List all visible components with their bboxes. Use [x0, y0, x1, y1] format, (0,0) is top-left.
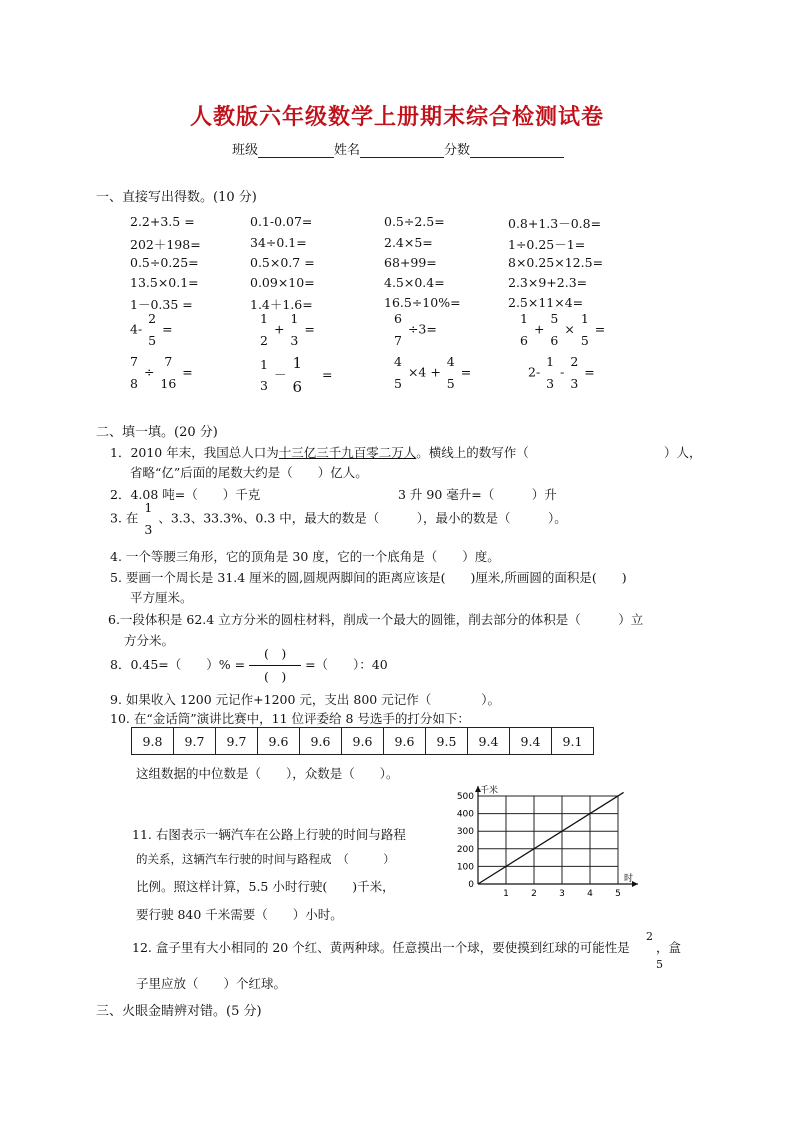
question-11-line4: 要行驶 840 千米需要（ ）小时。: [136, 907, 343, 922]
fraction: 4 5: [446, 354, 455, 391]
calc-text: -: [560, 364, 565, 380]
calc-text: =: [162, 321, 173, 337]
fraction: 2 3: [570, 354, 579, 391]
question-text: 8．0.45=（ ）% =: [110, 657, 246, 672]
fraction-calc-6: [258, 356, 332, 395]
fraction: 6 7: [394, 311, 402, 348]
chart-x-tick-label: 3: [559, 889, 565, 899]
calc-item: 1－0.35 =: [130, 297, 193, 312]
calc-item: 8×0.25×12.5=: [508, 255, 604, 270]
question-1-end: ）人，: [664, 445, 702, 460]
fraction: 1 6: [292, 354, 302, 396]
calc-text: 2-: [528, 364, 541, 380]
chart-y-tick-label: 500: [456, 792, 474, 802]
calc-text: =: [460, 364, 472, 380]
fraction: 5 6: [550, 311, 559, 348]
fraction-calc-1: [130, 313, 173, 347]
fraction: 1 3: [260, 356, 268, 393]
calc-item: 4.5×0.4=: [384, 275, 445, 290]
fraction-calc-7: [392, 356, 471, 390]
question-2b: 3 升 90 毫升=（ ）升: [398, 487, 557, 502]
fraction: 1 3: [290, 311, 299, 348]
calc-item: 0.8+1.3－0.8=: [508, 216, 602, 231]
chart-x-axis-label: 时: [624, 874, 634, 884]
chart-series-line: [478, 792, 624, 884]
score-cell: 9.5: [426, 728, 468, 755]
question-6: 6.一段体积是 62.4 立方分米的圆柱材料，削成一个最大的圆锥，削去部分的体积是（ ）立: [108, 612, 644, 627]
fraction: 1 3: [144, 500, 153, 537]
name-field[interactable]: [360, 144, 444, 158]
calc-item: 2.2+3.5 =: [130, 214, 195, 229]
score-cell: 9.8: [132, 728, 174, 755]
score-label: 分数: [444, 143, 471, 158]
calc-item: 68+99=: [384, 255, 437, 270]
chart-x-tick-label: 4: [587, 889, 593, 899]
chart-x-tick-label: 5: [615, 889, 621, 899]
fraction-calc-2: [258, 313, 315, 347]
calc-text: =: [304, 321, 315, 337]
chart-x-tick-label: 2: [531, 889, 537, 899]
score-cell: 9.6: [300, 728, 342, 755]
calc-item: 0.1-0.07=: [250, 214, 313, 229]
question-text: 1．2010 年末，我国总人口为: [110, 445, 279, 460]
question-3: [110, 502, 567, 536]
calc-item: 1÷0.25－1=: [508, 237, 586, 252]
calc-text: +: [533, 321, 545, 337]
calc-item: 13.5×0.1=: [130, 275, 199, 290]
calc-item: 2.5×11×4=: [508, 295, 584, 310]
question-5-line2: 平方厘米。: [130, 590, 193, 605]
header-fields: [232, 139, 564, 158]
class-field[interactable]: [258, 144, 334, 158]
class-label: 班级: [232, 143, 259, 158]
calc-item: 0.5÷0.25=: [130, 255, 199, 270]
score-cell: 9.7: [174, 728, 216, 755]
score-cell: 9.4: [510, 728, 552, 755]
calc-text: +: [273, 321, 285, 337]
calc-item: 34÷0.1=: [250, 235, 307, 250]
fraction-calc-4: [518, 313, 605, 347]
score-cell: 9.6: [384, 728, 426, 755]
calc-text: =: [584, 364, 595, 380]
question-2a: 2．4.08 吨=（ ）千克: [110, 487, 261, 502]
fraction-calc-5: [128, 356, 193, 390]
section-1-heading: 一、直接写出得数。(10 分): [96, 190, 257, 205]
question-12-fraction-den: 5: [656, 958, 663, 971]
question-5: 5. 要画一个周长是 31.4 厘米的圆,圆规两脚间的距离应该是( )厘米,所画圆的面积是( ): [110, 570, 627, 585]
chart-x-tick-label: 1: [503, 889, 509, 899]
section-3-heading: 三、火眼金睛辨对错。(5 分): [96, 1004, 262, 1019]
name-label: 姓名: [334, 143, 361, 158]
calc-text: 4-: [130, 321, 143, 337]
question-12-fraction-num: 2: [646, 930, 653, 943]
fraction-calc-8: [528, 356, 595, 390]
fraction: $\frac{( )}{( )}$: [249, 648, 301, 683]
calc-item: 2.3×9+2.3=: [508, 275, 588, 290]
question-10: 10. 在“金话筒”演讲比赛中，11 位评委给 8 号选手的打分如下：: [110, 711, 470, 726]
question-text: =（ ）：40: [305, 657, 388, 672]
time-distance-chart: [448, 782, 644, 900]
fraction: 1 2: [260, 311, 268, 348]
fraction: 1 6: [520, 311, 528, 348]
score-cell: 9.4: [468, 728, 510, 755]
chart-y-axis-label: 千米: [480, 786, 499, 796]
question-1-line2: 省略“亿”后面的尾数大约是（ ）亿人。: [130, 465, 368, 480]
question-text: 、3.3、33.3%、0.3 中，最大的数是（ ），最小的数是（ ）。: [158, 510, 567, 526]
calc-item: 2.4×5=: [384, 235, 433, 250]
chart-y-tick-label: 400: [456, 809, 474, 820]
score-field[interactable]: [470, 144, 564, 158]
calc-text: =: [594, 321, 606, 337]
calc-text: －: [273, 367, 287, 382]
fraction: 1 5: [580, 311, 589, 348]
section-2-heading: 二、填一填。(20 分): [96, 425, 218, 440]
fraction: 2 5: [148, 311, 157, 348]
score-cell: 9.6: [258, 728, 300, 755]
question-12-tail: ，盒: [656, 940, 682, 955]
chart-y-tick-label: 0: [468, 880, 474, 890]
calc-item: 16.5÷10%=: [384, 295, 461, 310]
score-table: [131, 727, 594, 755]
fraction: 4 5: [394, 354, 402, 391]
chart-y-tick-label: 200: [456, 844, 474, 855]
question-12: [132, 938, 630, 956]
chart-y-tick-label: 300: [456, 827, 474, 838]
question-9: 9. 如果收入 1200 元记作+1200 元，支出 800 元记作（ ）。: [110, 692, 500, 707]
calc-text: ×: [564, 321, 575, 337]
fraction: 7 8: [130, 354, 138, 391]
calc-item: 0.09×10=: [250, 275, 315, 290]
question-1: [110, 443, 529, 461]
score-cell: 9.1: [552, 728, 594, 755]
page-title: 人教版六年级数学上册期末综合检测试卷: [189, 105, 604, 130]
calc-item: 202＋198=: [130, 237, 201, 252]
calc-text: ÷3=: [407, 321, 437, 337]
question-11-line2: 的关系，这辆汽车行驶的时间与路程成 （ ）: [136, 852, 395, 866]
question-4: 4. 一个等腰三角形，它的顶角是 30 度，它的一个底角是（ ）度。: [110, 549, 500, 564]
underlined-number: 十三亿三千九百零二万人: [278, 445, 417, 460]
chart-y-tick-label: 100: [456, 862, 474, 873]
calc-text: ×4 +: [407, 364, 441, 380]
score-cell: 9.7: [216, 728, 258, 755]
calc-item: 0.5÷2.5=: [384, 214, 445, 229]
question-10-line2: 这组数据的中位数是（ ），众数是（ ）。: [136, 766, 399, 781]
calc-text: =: [321, 367, 333, 382]
question-text: 。横线上的数写作（: [416, 445, 529, 460]
fraction: 1 3: [546, 354, 555, 391]
question-11: 11. 右图表示一辆汽车在公路上行驶的时间与路程: [132, 827, 406, 842]
score-cell: 9.6: [342, 728, 384, 755]
calc-text: =: [182, 364, 193, 380]
question-11-line3: 比例。照这样计算，5.5 小时行驶( )千米，: [136, 879, 395, 894]
question-12-line2: 子里应放（ ）个红球。: [136, 976, 287, 991]
calc-item: 0.5×0.7 =: [250, 255, 315, 270]
question-6-line2: 方分米。: [124, 633, 175, 648]
calc-item: 1.4＋1.6=: [250, 297, 313, 312]
fraction-calc-3: [392, 313, 437, 347]
question-text: 12. 盒子里有大小相同的 20 个红、黄两种球。任意摸出一个球，要使摸到红球的可能性是: [132, 940, 630, 955]
question-8: [110, 648, 388, 683]
fraction: 7 16: [160, 354, 177, 391]
question-text: 3. 在: [110, 510, 139, 526]
calc-text: ÷: [143, 364, 155, 380]
